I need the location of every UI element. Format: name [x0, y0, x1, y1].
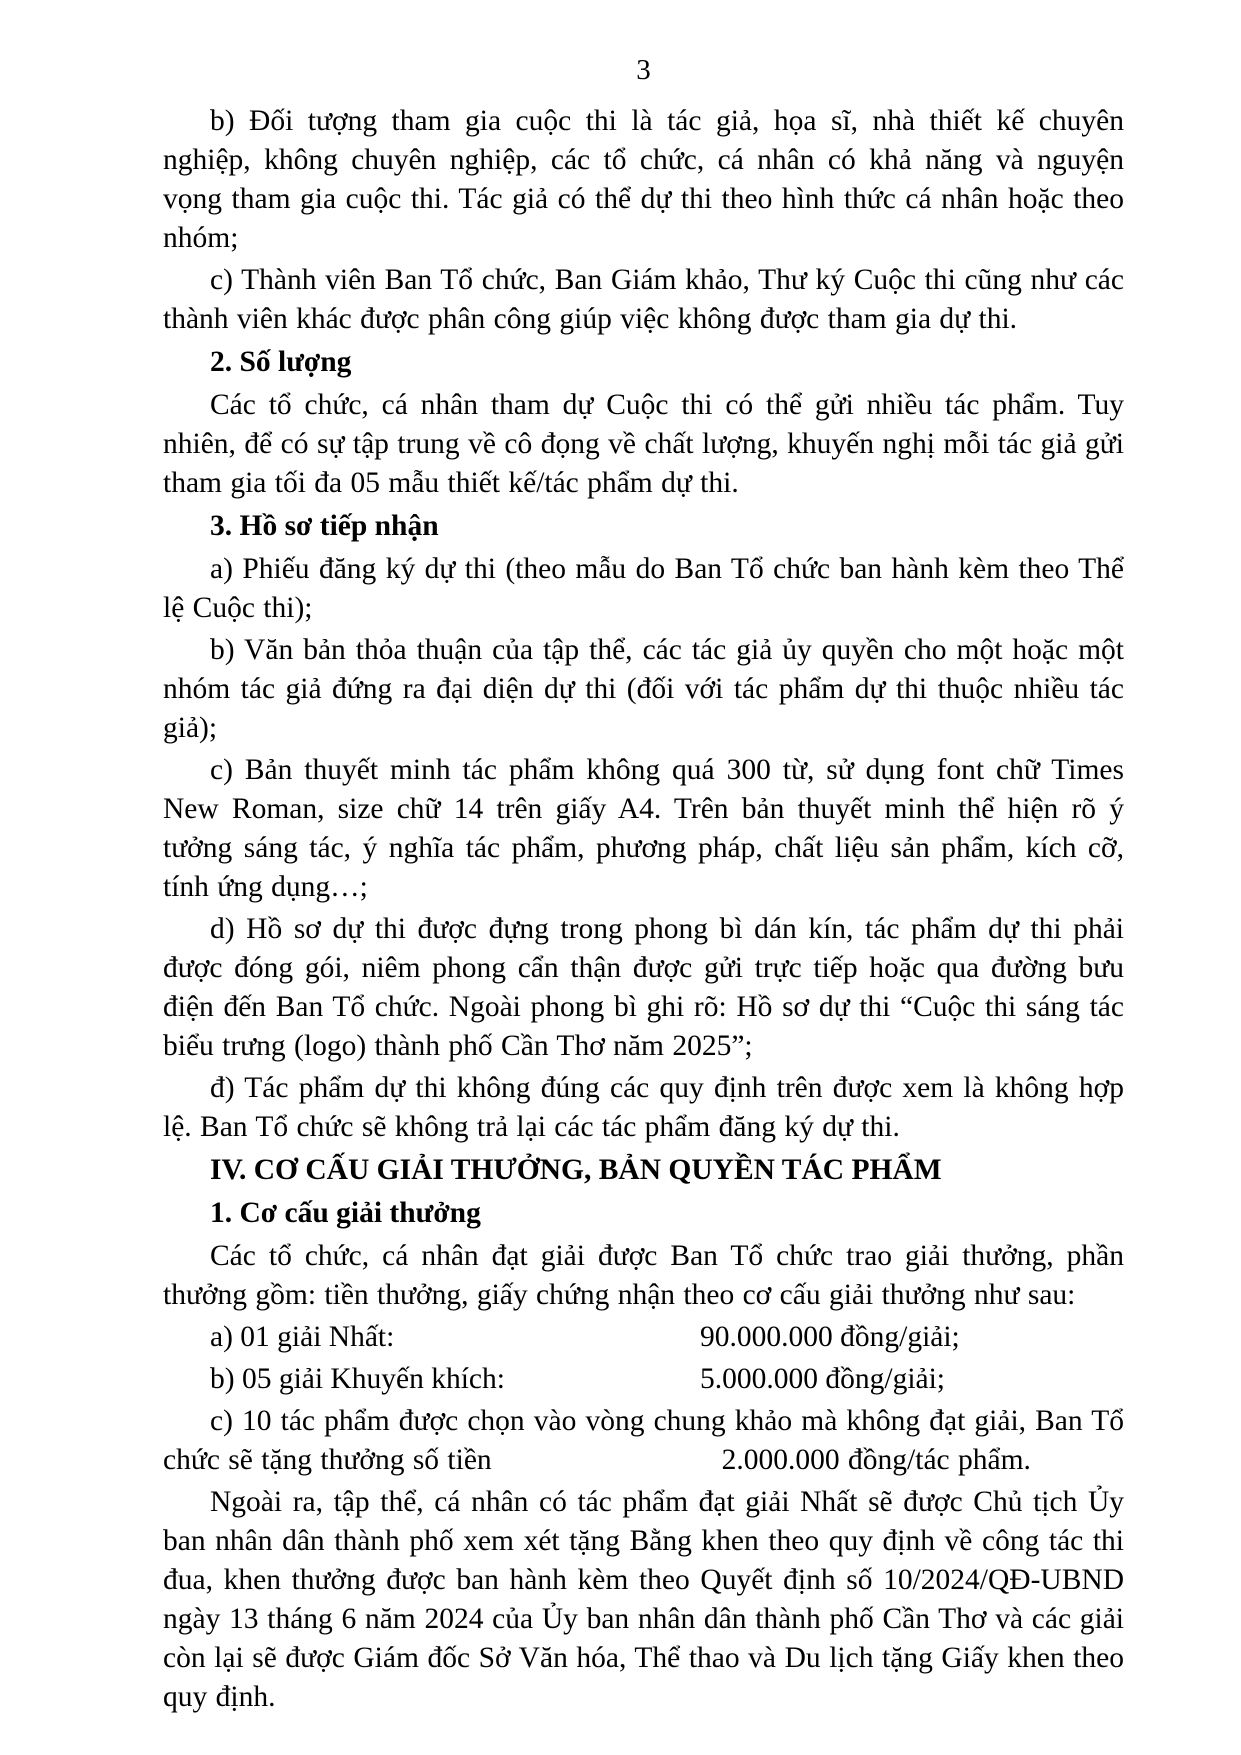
heading-section-2-quantity: 2. Số lượng: [210, 346, 352, 378]
finalist-reward-amount: 2.000.000 đồng/tác phẩm.: [721, 1444, 1031, 1476]
page-number: 3: [636, 54, 651, 86]
paragraph-award-intro: Các tổ chức, cá nhân đạt giải được Ban Tổ chức trao giải thưởng, phần thưởng gồm: tiền thưởng, giấy chứng nhận theo cơ cấu giải thưởng như sau:: [163, 1240, 1124, 1311]
paragraph-additional-rewards: Ngoài ra, tập thể, cá nhân có tác phẩm đạt giải Nhất sẽ được Chủ tịch Ủy ban nhân dân thành phố xem xét tặng Bằng khen theo quy định về công tác thi đua, khen thưởng được ban hành kèm theo Quyết định số 10/2024/QĐ-UBND ngày 13 tháng 6 năm 2024 của Ủy ban nhân dân thành phố Cần Thơ và các giải còn lại sẽ được Giám đốc Sở Văn hóa, Thể thao và Du lịch tặng Giấy khen theo quy định.: [163, 1486, 1124, 1713]
paragraph-dossier-c: c) Bản thuyết minh tác phẩm không quá 300 từ, sử dụng font chữ Times New Roman, size chữ 14 trên giấy A4. Trên bản thuyết minh thể hiện rõ ý tưởng sáng tác, ý nghĩa tác phẩm, phương pháp, chất liệu sản phẩm, kích cỡ, tính ứng dụng…;: [163, 754, 1124, 903]
paragraph-finalist-reward: [163, 1402, 1124, 1480]
prize-row-first: [163, 1318, 1124, 1357]
prize-first-amount: 90.000.000 đồng/giải;: [700, 1321, 960, 1353]
prize-encouragement-label: b) 05 giải Khuyến khích:: [210, 1363, 505, 1395]
paragraph-participants: b) Đối tượng tham gia cuộc thi là tác giả, họa sĩ, nhà thiết kế chuyên nghiệp, không chuyên nghiệp, các tổ chức, cá nhân có khả năng và nguyện vọng tham gia cuộc thi. Tác giả có thể dự thi theo hình thức cá nhân hoặc theo nhóm;: [163, 105, 1124, 254]
paragraph-quantity: Các tổ chức, cá nhân tham dự Cuộc thi có thể gửi nhiều tác phẩm. Tuy nhiên, để có sự tập trung về cô đọng về chất lượng, khuyến nghị mỗi tác giả gửi tham gia tối đa 05 mẫu thiết kế/tác phẩm dự thi.: [163, 389, 1124, 499]
paragraph-dossier-d: d) Hồ sơ dự thi được đựng trong phong bì dán kín, tác phẩm dự thi phải được đóng gói, niêm phong cẩn thận được gửi trực tiếp hoặc qua đường bưu điện đến Ban Tổ chức. Ngoài phong bì ghi rõ: Hồ sơ dự thi “Cuộc thi sáng tác biểu trưng (logo) thành phố Cần Thơ năm 2025”;: [163, 913, 1124, 1062]
paragraph-dossier-b: b) Văn bản thỏa thuận của tập thể, các tác giả ủy quyền cho một hoặc một nhóm tác giả đứng ra đại diện dự thi (đối với tác phẩm dự thi thuộc nhiều tác giả);: [163, 634, 1124, 744]
heading-award-structure: 1. Cơ cấu giải thưởng: [210, 1197, 481, 1229]
prize-first-label: a) 01 giải Nhất:: [210, 1321, 395, 1353]
prize-encouragement-amount: 5.000.000 đồng/giải;: [700, 1363, 946, 1395]
prize-row-encouragement: [163, 1360, 1124, 1399]
paragraph-dossier-dd: đ) Tác phẩm dự thi không đúng các quy định trên được xem là không hợp lệ. Ban Tổ chức sẽ không trả lại các tác phẩm đăng ký dự thi.: [163, 1072, 1124, 1143]
paragraph-committee-members: c) Thành viên Ban Tổ chức, Ban Giám khảo, Thư ký Cuộc thi cũng như các thành viên khác được phân công giúp việc không được tham gia dự thi.: [163, 264, 1124, 335]
heading-section-iv-awards: IV. CƠ CẤU GIẢI THƯỞNG, BẢN QUYỀN TÁC PHẨM: [210, 1154, 942, 1186]
finalist-reward-text: c) 10 tác phẩm được chọn vào vòng chung khảo mà không đạt giải, Ban Tổ chức sẽ tặng thưởng số tiền: [163, 1405, 1124, 1476]
heading-section-3-dossier: 3. Hồ sơ tiếp nhận: [210, 510, 439, 542]
paragraph-dossier-a: a) Phiếu đăng ký dự thi (theo mẫu do Ban Tổ chức ban hành kèm theo Thể lệ Cuộc thi);: [163, 553, 1124, 624]
